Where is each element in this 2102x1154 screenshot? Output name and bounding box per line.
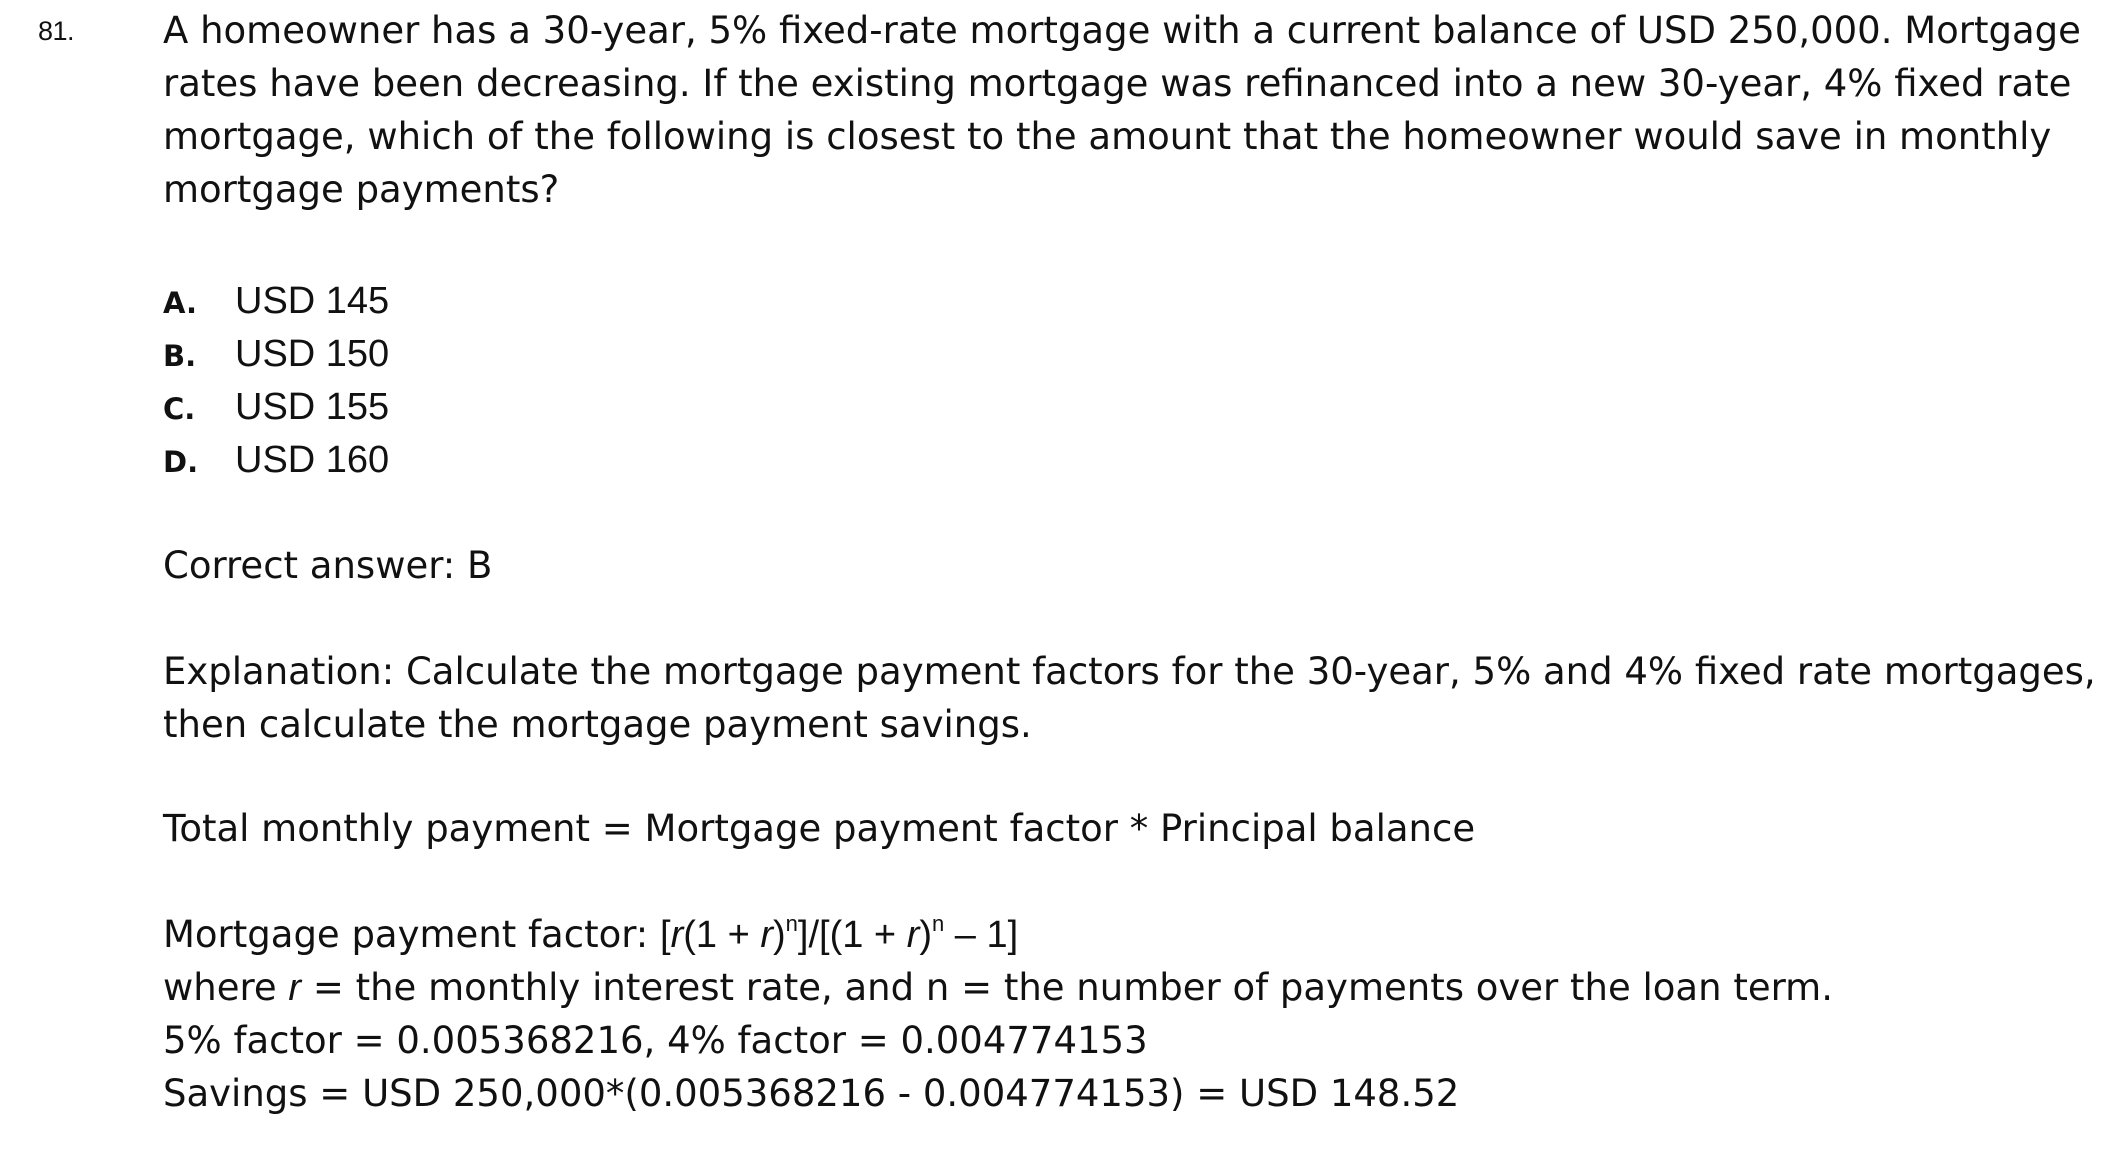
question-line: mortgage payments? <box>163 168 560 211</box>
formula-details <box>163 908 2043 1120</box>
explanation-line: then calculate the mortgage payment savings. <box>163 703 1032 746</box>
formula-variable-r: r <box>670 914 684 956</box>
formula-exponent-n: n <box>785 911 798 936</box>
total-payment-formula <box>163 802 2043 855</box>
question-text <box>163 4 2081 216</box>
formula-bracket: [ <box>660 914 671 956</box>
where-variable-r: r <box>288 967 302 1009</box>
option-a <box>163 275 389 328</box>
answer-options <box>163 275 389 487</box>
question-line: mortgage, which of the following is closest to the amount that the homeowner would save in monthly <box>163 115 2052 158</box>
formula-text: ) <box>773 914 786 956</box>
question-number: 81. <box>38 16 75 46</box>
formula-variable-r: r <box>906 914 920 956</box>
option-letter: B. <box>163 339 197 373</box>
option-letter: C. <box>163 392 196 426</box>
correct-answer <box>163 539 2043 592</box>
formula-text: ]/[(1 + <box>797 914 907 956</box>
option-d <box>163 434 389 487</box>
option-text: USD 160 <box>235 439 390 481</box>
explanation <box>163 645 2096 751</box>
where-text: = the monthly interest rate, and n = the number of payments over the loan term. <box>301 966 1833 1009</box>
formula-text: – 1] <box>944 914 1019 956</box>
where-line <box>163 961 2043 1014</box>
formula-exponent-n: n <box>932 911 945 936</box>
formula-variable-r: r <box>760 914 773 956</box>
option-text: USD 150 <box>235 333 390 375</box>
correct-answer-text: Correct answer: B <box>163 544 493 587</box>
option-text: USD 145 <box>235 280 390 322</box>
option-letter: A. <box>163 286 197 320</box>
payment-factor-line <box>163 908 2043 961</box>
option-c <box>163 381 389 434</box>
factors-line: 5% factor = 0.005368216, 4% factor = 0.004774153 <box>163 1019 1148 1062</box>
option-b <box>163 328 389 381</box>
option-letter: D. <box>163 445 199 479</box>
question-line: rates have been decreasing. If the existing mortgage was refinanced into a new 30-year, 4% fixed rate <box>163 62 2072 105</box>
question-line: A homeowner has a 30-year, 5% fixed-rate mortgage with a current balance of USD 250,000. Mortgage <box>163 9 2081 52</box>
explanation-line: Explanation: Calculate the mortgage payment factors for the 30-year, 5% and 4% fixed rate mortgages, <box>163 650 2096 693</box>
payment-factor-label: Mortgage payment factor: <box>163 913 661 956</box>
where-text: where <box>163 966 289 1009</box>
savings-line: Savings = USD 250,000*(0.005368216 - 0.004774153) = USD 148.52 <box>163 1072 1460 1115</box>
formula-text: ) <box>919 914 932 956</box>
option-text: USD 155 <box>235 386 390 428</box>
total-payment-text: Total monthly payment = Mortgage payment factor * Principal balance <box>163 807 1476 850</box>
payment-factor-formula <box>660 911 1019 956</box>
formula-text: (1 + <box>683 914 761 956</box>
